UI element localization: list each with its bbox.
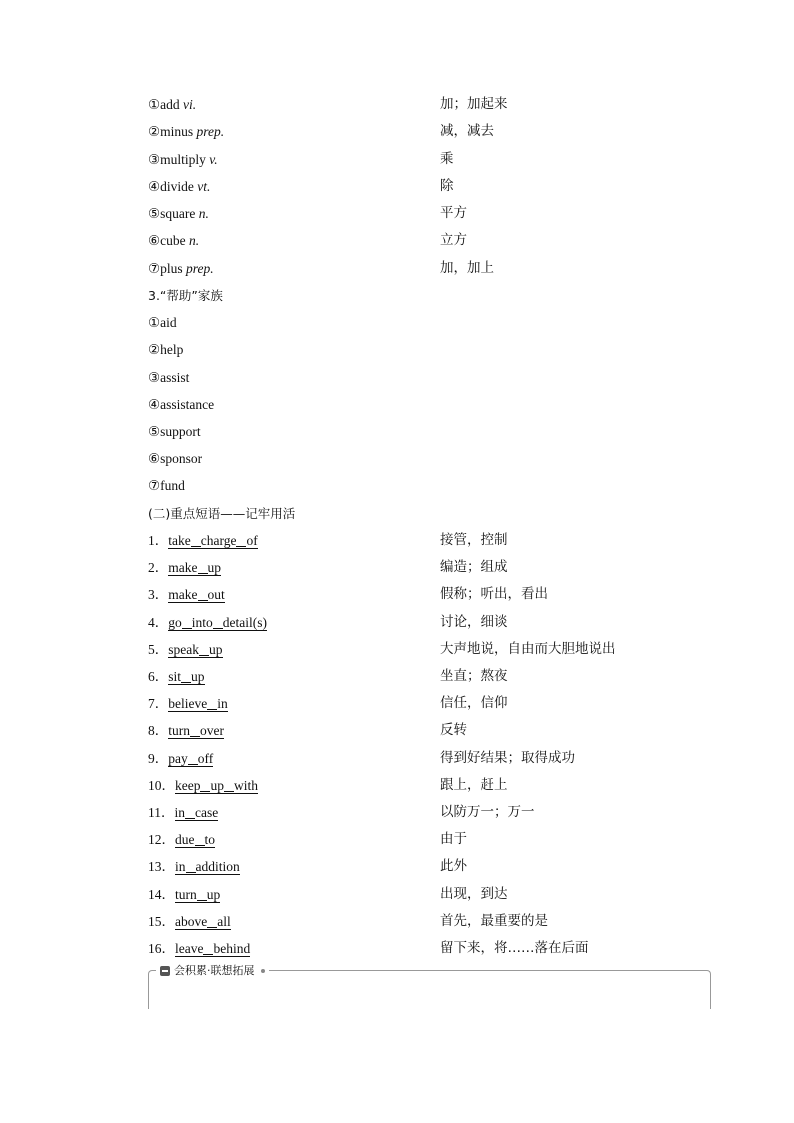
phrase-word: take <box>168 533 191 548</box>
vocab-meaning: 加，加上 <box>440 260 494 276</box>
phrase-row <box>0 935 794 962</box>
help-word-row <box>0 364 794 391</box>
phrase-meaning: 跟上，赶上 <box>440 777 508 793</box>
phrase-underline <box>168 641 222 658</box>
phrase-row <box>0 581 794 608</box>
phrase-underline <box>175 858 240 875</box>
phrase-row <box>0 745 794 772</box>
phrase-text <box>148 663 205 690</box>
phrase-meaning: 得到好结果；取得成功 <box>440 750 575 766</box>
phrase-number: 7． <box>148 696 169 711</box>
phrase-word: up <box>207 560 221 575</box>
box-label-text: 会积累·联想拓展 <box>174 964 255 977</box>
phrase-word: into <box>191 615 213 630</box>
phrase-number: 2． <box>148 560 169 575</box>
phrase-row <box>0 527 794 554</box>
phrase-meaning: 接管，控制 <box>440 532 508 548</box>
phrase-text <box>148 581 225 608</box>
vocab-row <box>0 91 794 118</box>
phrase-text <box>148 935 250 962</box>
phrase-word: detail(s) <box>222 615 267 630</box>
help-word: ⑥sponsor <box>148 451 203 466</box>
phrase-word: leave <box>175 941 204 956</box>
phrase-underline <box>168 586 225 603</box>
phrase-row <box>0 826 794 853</box>
phrase-word: off <box>197 751 214 766</box>
vocab-meaning: 加；加起来 <box>440 96 508 112</box>
phrase-text <box>148 745 213 772</box>
phrase-word: above <box>175 914 208 929</box>
phrase-number: 11． <box>148 805 175 820</box>
phrase-row <box>0 636 794 663</box>
vocab-row <box>0 118 794 145</box>
phrase-underline <box>168 559 221 576</box>
dot-icon <box>261 969 265 973</box>
vocab-pos: n. <box>198 206 209 221</box>
vocab-row <box>0 146 794 173</box>
phrase-meaning: 此外 <box>440 858 467 874</box>
phrase-underline <box>175 913 231 930</box>
phrase-meaning: 出现，到达 <box>440 886 508 902</box>
phrase-number: 3． <box>148 587 169 602</box>
phrase-word: to <box>204 832 216 847</box>
blank-gap <box>195 831 205 846</box>
phrase-row <box>0 717 794 744</box>
blank-gap <box>191 532 201 547</box>
vocab-row <box>0 173 794 200</box>
phrase-word: up <box>210 778 224 793</box>
phrase-number: 8． <box>148 723 169 738</box>
phrase-underline <box>175 804 219 821</box>
phrase-underline <box>168 532 257 549</box>
phrase-text <box>148 554 221 581</box>
section-heading <box>0 500 794 527</box>
blank-gap <box>197 886 207 901</box>
phrase-meaning: 以防万一；万一 <box>440 804 535 820</box>
blank-gap <box>198 559 208 574</box>
vocab-word: ③multiply <box>148 152 206 167</box>
vocab-row <box>0 200 794 227</box>
help-word-row <box>0 418 794 445</box>
phrase-row <box>0 799 794 826</box>
phrase-word: believe <box>168 696 208 711</box>
vocab-word: ①add <box>148 97 180 112</box>
phrase-number: 13． <box>148 859 175 874</box>
vocab-meaning: 平方 <box>440 205 467 221</box>
phrase-row <box>0 908 794 935</box>
vocab-meaning: 乘 <box>440 151 454 167</box>
phrase-text <box>148 881 220 908</box>
phrase-row <box>0 609 794 636</box>
phrase-number: 14． <box>148 887 175 902</box>
phrase-word: sit <box>168 669 182 684</box>
vocab-pos: vt. <box>197 179 211 194</box>
phrase-meaning: 大声地说，自由而大胆地说出 <box>440 641 616 657</box>
help-word-row <box>0 445 794 472</box>
vocab-word: ②minus <box>148 124 194 139</box>
phrase-word: make <box>168 587 198 602</box>
phrase-word: speak <box>168 642 199 657</box>
phrase-word: in <box>174 805 186 820</box>
phrase-word: with <box>233 778 258 793</box>
phrase-word: over <box>200 723 224 738</box>
blank-gap <box>199 641 209 656</box>
vocab-word: ⑤square <box>148 206 196 221</box>
vocab-pos: n. <box>188 233 200 248</box>
phrase-number: 15． <box>148 914 175 929</box>
phrase-underline <box>168 722 224 739</box>
phrase-row <box>0 554 794 581</box>
blank-gap <box>182 614 192 629</box>
phrase-text <box>148 826 215 853</box>
phrase-meaning: 编造；组成 <box>440 559 508 575</box>
blank-gap <box>236 532 246 547</box>
phrase-meaning: 讨论，细谈 <box>440 614 508 630</box>
vocab-word: ⑥cube <box>148 233 186 248</box>
phrase-underline <box>175 940 250 957</box>
phrase-row <box>0 772 794 799</box>
phrase-word: pay <box>168 751 188 766</box>
help-word-row <box>0 336 794 363</box>
phrase-row <box>0 690 794 717</box>
phrase-underline <box>175 886 220 903</box>
phrase-number: 1． <box>148 533 169 548</box>
help-word-row <box>0 391 794 418</box>
phrase-text <box>148 717 224 744</box>
phrase-number: 4． <box>148 615 169 630</box>
phrase-number: 9． <box>148 751 169 766</box>
phrase-underline <box>175 777 258 794</box>
phrase-text <box>148 609 267 636</box>
phrase-word: up <box>209 642 223 657</box>
phrase-underline <box>168 614 267 631</box>
phrase-meaning: 假称；听出，看出 <box>440 586 548 602</box>
help-word: ④assistance <box>148 397 215 412</box>
blank-gap <box>224 777 234 792</box>
phrase-underline <box>168 750 213 767</box>
phrase-word: make <box>168 560 198 575</box>
phrase-number: 10． <box>148 778 175 793</box>
phrase-underline <box>168 668 204 685</box>
phrase-word: go <box>168 615 182 630</box>
phrase-word: turn <box>175 887 197 902</box>
phrase-word: out <box>207 587 225 602</box>
help-word-row <box>0 472 794 499</box>
phrase-row <box>0 853 794 880</box>
blank-gap <box>198 586 208 601</box>
blank-gap <box>200 777 210 792</box>
phrase-meaning: 反转 <box>440 722 467 738</box>
help-heading: 3.“帮助”家族 <box>148 288 223 303</box>
phrase-word: behind <box>213 941 251 956</box>
phrase-text <box>148 853 240 880</box>
blank-gap <box>186 858 196 873</box>
vocab-row <box>0 227 794 254</box>
help-word: ③assist <box>148 370 190 385</box>
phrase-number: 6． <box>148 669 169 684</box>
phrase-text <box>148 636 223 663</box>
vocab-row <box>0 255 794 282</box>
blank-gap <box>185 804 195 819</box>
phrase-word: keep <box>175 778 201 793</box>
blank-gap <box>181 668 191 683</box>
phrase-word: turn <box>168 723 190 738</box>
vocab-word: ④divide <box>148 179 194 194</box>
phrase-word: due <box>175 832 195 847</box>
phrase-text <box>148 527 258 554</box>
accumulation-box-label <box>156 963 269 978</box>
vocab-meaning: 减，减去 <box>440 123 494 139</box>
phrase-number: 12． <box>148 832 175 847</box>
phrase-meaning: 坐直；熬夜 <box>440 668 508 684</box>
phrase-row <box>0 881 794 908</box>
phrase-word: of <box>246 533 258 548</box>
phrase-word: up <box>206 887 221 902</box>
help-word: ⑤support <box>148 424 201 439</box>
phrase-text <box>148 908 231 935</box>
blank-gap <box>207 913 217 928</box>
phrase-word: all <box>217 914 231 929</box>
phrase-meaning: 信任，信仰 <box>440 695 508 711</box>
vocab-pos: prep. <box>185 261 214 276</box>
blank-gap <box>213 614 223 629</box>
phrase-word: in <box>175 859 186 874</box>
vocab-pos: vi. <box>182 97 197 112</box>
phrase-word: case <box>195 805 219 820</box>
phrase-number: 16． <box>148 941 175 956</box>
help-word: ①aid <box>148 315 177 330</box>
minus-square-icon <box>160 966 170 976</box>
blank-gap <box>188 750 198 765</box>
phrase-number: 5． <box>148 642 169 657</box>
phrases-heading: (二)重点短语——记牢用活 <box>148 506 296 521</box>
blank-gap <box>207 695 217 710</box>
section-heading <box>0 282 794 309</box>
phrase-word: charge <box>200 533 237 548</box>
vocab-pos: v. <box>209 152 218 167</box>
phrase-word: addition <box>195 859 240 874</box>
help-word-row <box>0 309 794 336</box>
phrase-meaning: 首先，最重要的是 <box>440 913 548 929</box>
phrase-text <box>148 690 228 717</box>
vocab-meaning: 除 <box>440 178 454 194</box>
blank-gap <box>190 722 200 737</box>
phrase-underline <box>175 831 215 848</box>
phrase-meaning: 留下来，将……落在后面 <box>440 940 589 956</box>
phrase-text <box>148 772 258 799</box>
phrase-text <box>148 799 218 826</box>
phrase-underline <box>168 695 228 712</box>
phrase-word: up <box>191 669 205 684</box>
phrase-row <box>0 663 794 690</box>
vocab-meaning: 立方 <box>440 232 467 248</box>
vocab-word: ⑦plus <box>148 261 183 276</box>
help-word: ⑦fund <box>148 478 185 493</box>
help-word: ②help <box>148 342 184 357</box>
blank-gap <box>203 940 213 955</box>
phrase-word: in <box>217 696 228 711</box>
vocab-pos: prep. <box>196 124 225 139</box>
phrase-meaning: 由于 <box>440 831 467 847</box>
